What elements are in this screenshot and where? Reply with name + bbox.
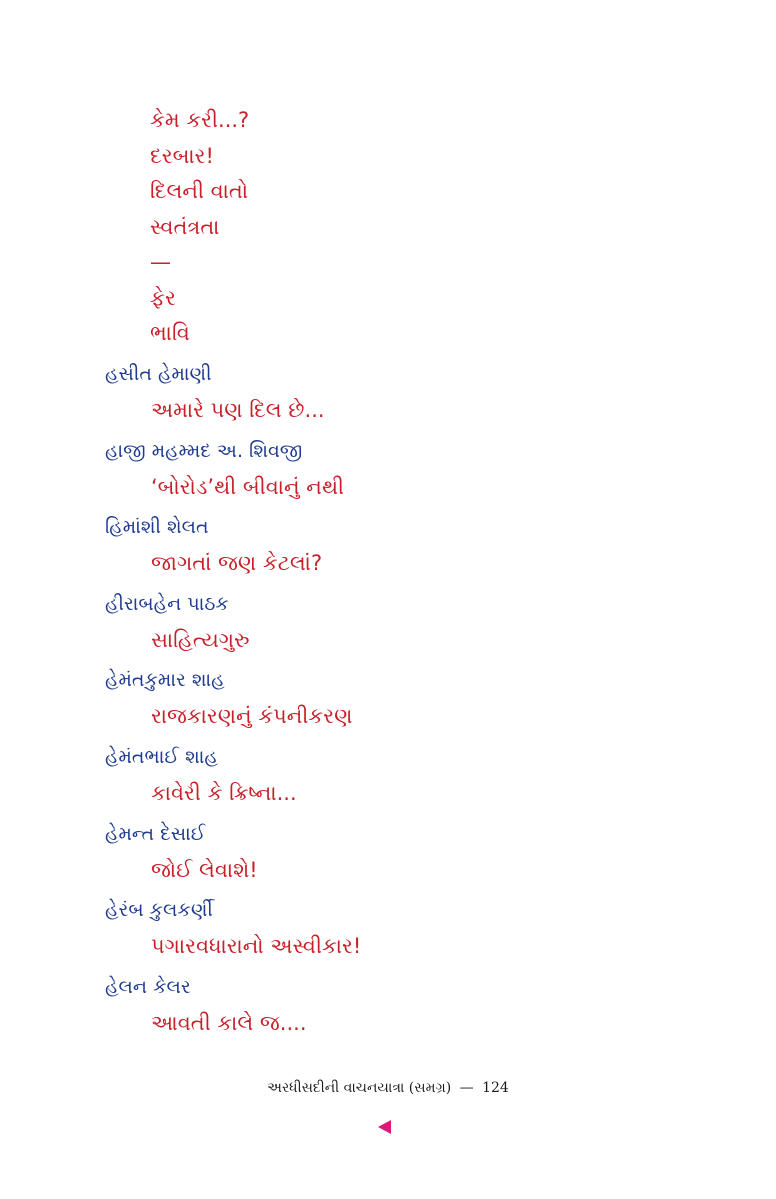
- page-number: 124: [482, 1080, 509, 1096]
- article-title: સ્વતંત્રતા: [150, 214, 220, 239]
- continued-title-list: [150, 105, 249, 354]
- author-index-list: [105, 359, 361, 1048]
- article-title: ‘બોરોડ’થી બીવાનું નથી: [151, 474, 345, 499]
- article-title: કેમ કરી...?: [150, 108, 250, 132]
- article-title: દિલની વાતો: [150, 179, 249, 203]
- author-name: હેમંતભાઈ શાહ: [105, 745, 218, 768]
- article-title: ફેર: [150, 285, 176, 310]
- article-title: અમારે પણ દિલ છે...: [151, 398, 325, 422]
- index-entry: [105, 359, 361, 436]
- index-entry: [105, 589, 361, 666]
- article-title: રાજકારણનું કંપનીકરણ: [151, 704, 353, 729]
- author-name: હેલન કેલર: [105, 975, 191, 998]
- article-title: જાગતાં જણ કેટલાં?: [151, 551, 323, 576]
- author-name: હાજી મહમ્મદ અ. શિવજી: [105, 439, 303, 462]
- book-title: અરધીસદીની વાચનયાત્રા (સમગ્ર): [267, 1080, 452, 1096]
- index-entry: [105, 512, 361, 589]
- article-title: દરબાર!: [150, 143, 214, 168]
- index-entry: [105, 819, 361, 896]
- index-entry: [105, 436, 361, 513]
- triangle-left-icon[interactable]: [378, 1120, 391, 1134]
- article-title: —: [150, 250, 171, 274]
- article-title: પગારવધારાનો અસ્વીકાર!: [151, 934, 362, 959]
- author-name: હીરાબહેન પાઠક: [105, 592, 229, 615]
- footer-separator: —: [459, 1080, 474, 1096]
- author-name: હિમાંશી શેલત: [105, 516, 209, 539]
- article-title: ભાવિ: [150, 321, 190, 345]
- author-name: હેમન્ત દેસાઈ: [105, 822, 206, 845]
- article-title: જોઈ લેવાશે!: [151, 857, 258, 882]
- article-title: આવતી કાલે જ....: [151, 1010, 307, 1035]
- index-entry: [105, 742, 361, 819]
- author-name: હેમંતકુમાર શાહ: [105, 669, 225, 692]
- index-entry: [105, 665, 361, 742]
- page-footer: [0, 1080, 776, 1096]
- article-title: સાહિત્યગુરુ: [151, 627, 250, 652]
- index-entry: [105, 972, 361, 1049]
- index-entry: [105, 895, 361, 972]
- article-title: કાવેરી કે ક્રિષ્ના...: [151, 780, 297, 805]
- author-name: હેરંબ કુલકર્ણી: [105, 899, 213, 922]
- author-name: હસીત હેમાણી: [105, 363, 212, 385]
